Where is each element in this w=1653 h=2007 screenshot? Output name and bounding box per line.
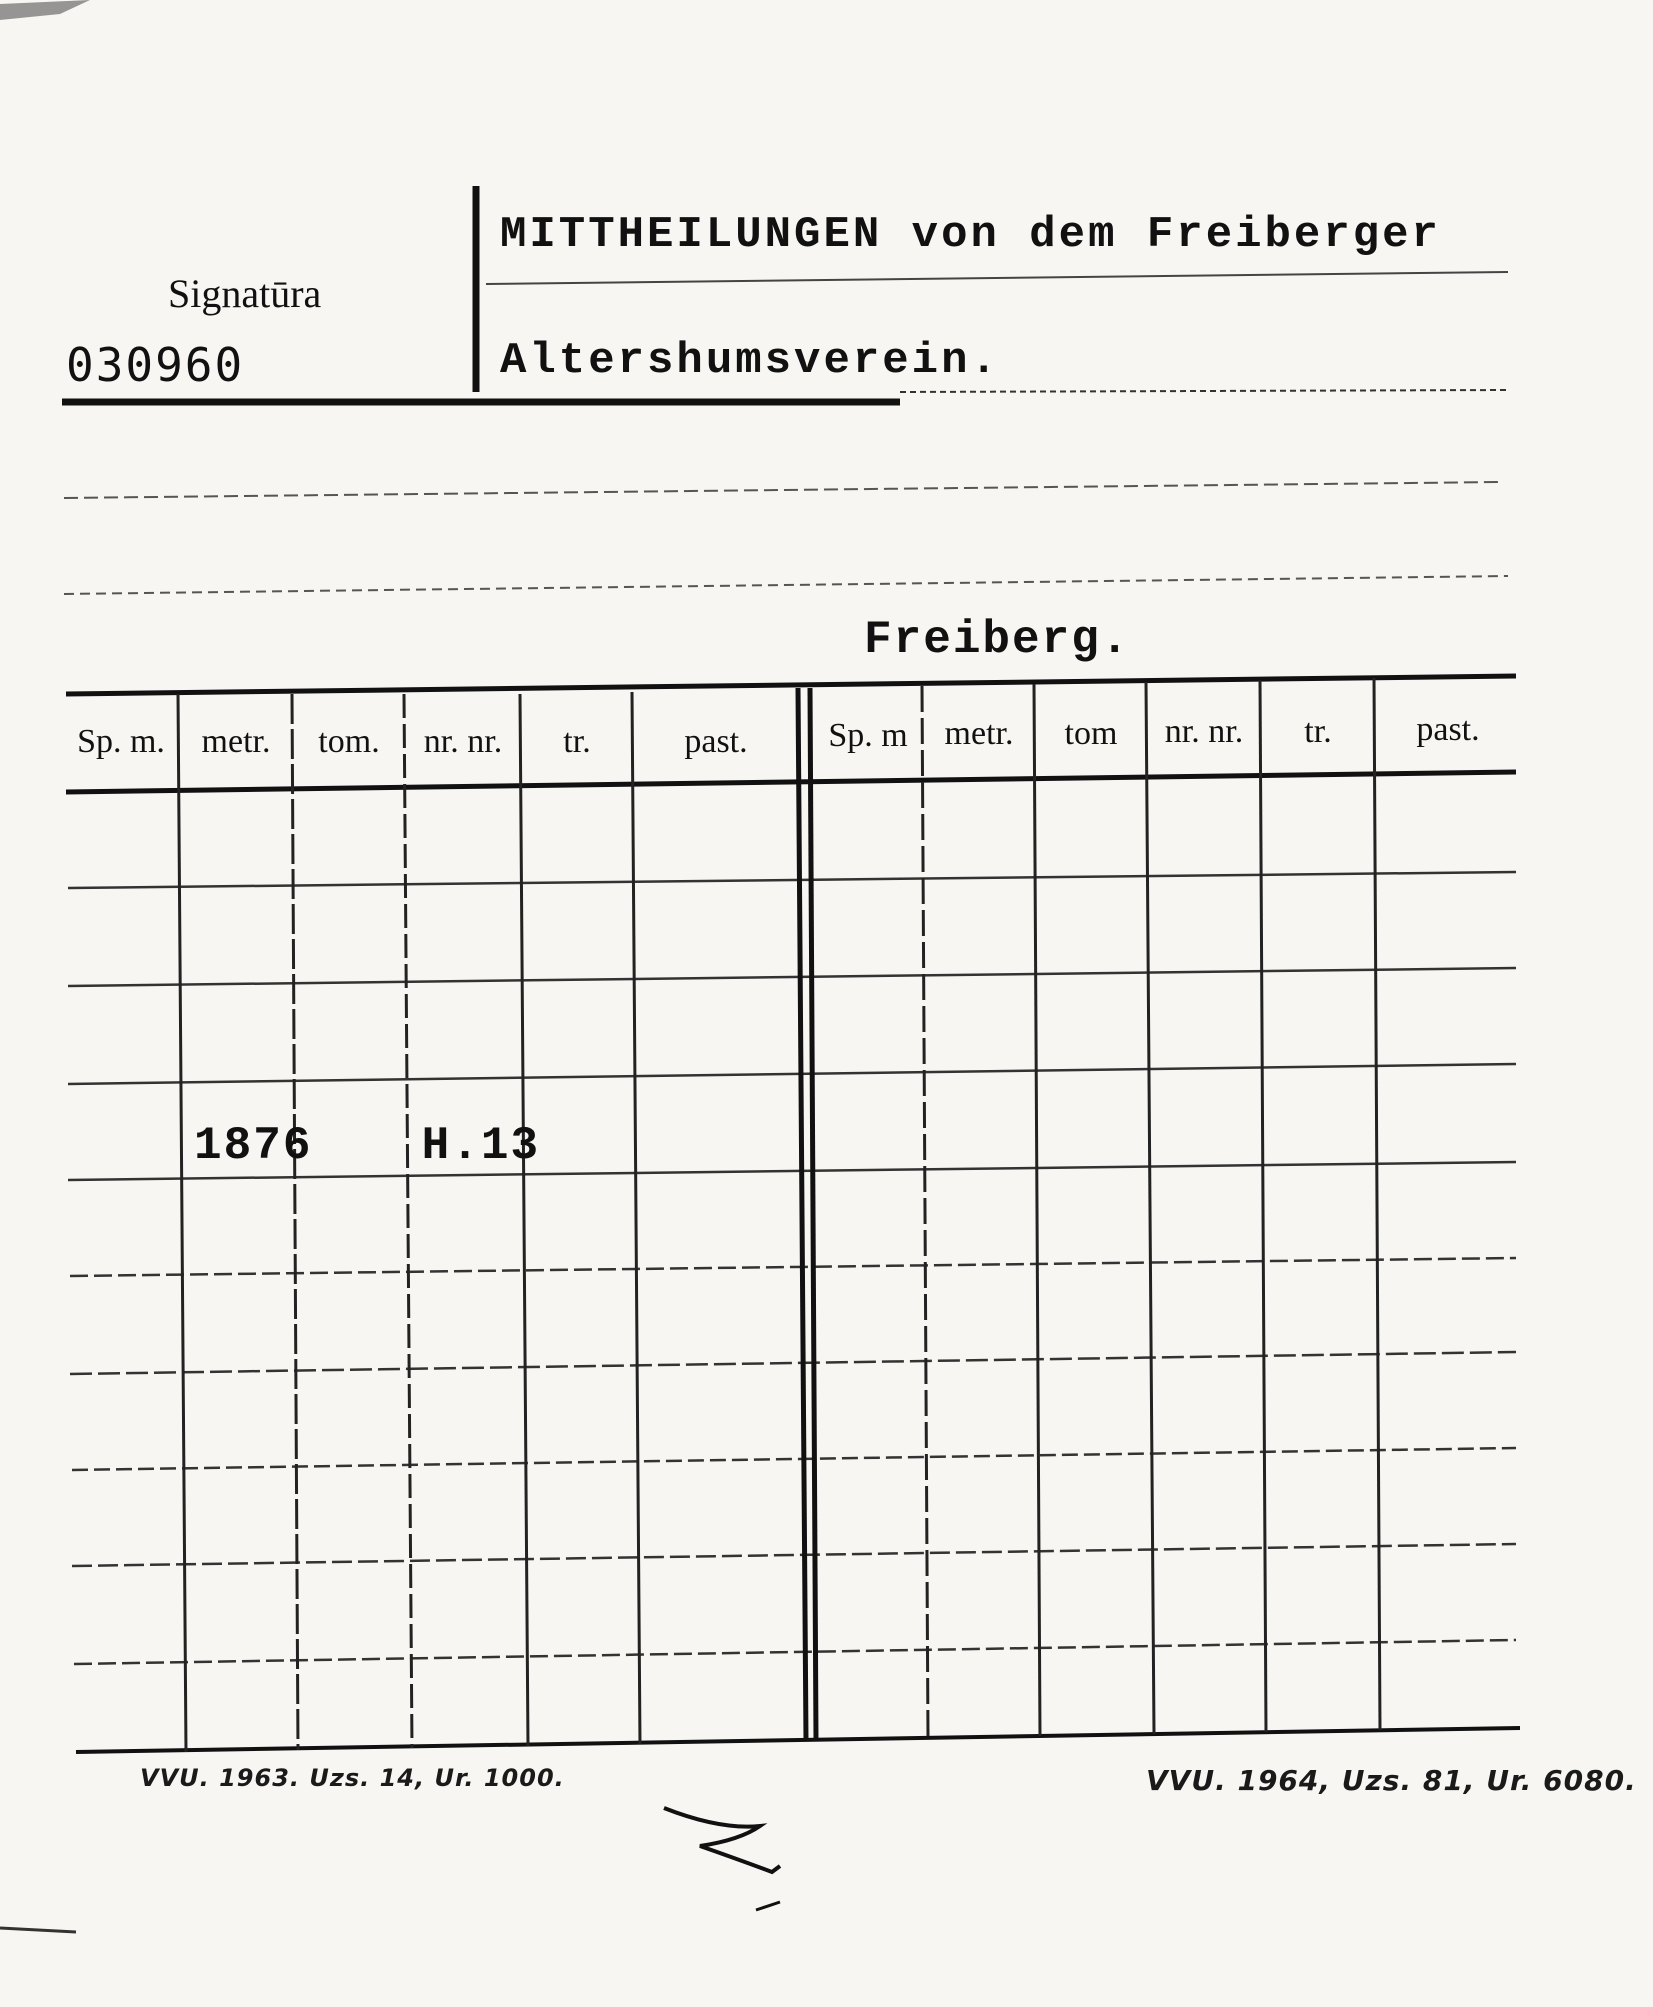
header-left-tr: tr. bbox=[563, 723, 591, 760]
header-right-tom: tom bbox=[1064, 715, 1118, 752]
entry-tom: H.13 bbox=[421, 1120, 541, 1172]
header-right-sp-m: Sp. m bbox=[828, 717, 908, 754]
header-left-past: past. bbox=[684, 723, 748, 760]
title-line-2: Altershumsverein. bbox=[500, 336, 1000, 386]
signatura-value: 030960 bbox=[66, 338, 245, 392]
header-right-metr: metr. bbox=[944, 715, 1014, 752]
annotation-right: VVU. 1964, Uzs. 81, Ur. 6080. bbox=[1146, 1764, 1637, 1797]
signatura-label: Signatūra bbox=[168, 271, 322, 316]
title-line-1: MITTHEILUNGEN von dem Freiberger bbox=[500, 210, 1441, 260]
header-left-nr-nr: nr. nr. bbox=[423, 723, 503, 760]
header-right-past: past. bbox=[1416, 711, 1480, 748]
header-right-tr: tr. bbox=[1304, 713, 1332, 750]
entry-metr: 1876 bbox=[194, 1120, 313, 1172]
table-row bbox=[194, 1120, 540, 1172]
header-left-metr: metr. bbox=[201, 723, 271, 760]
section-heading: Freiberg. bbox=[864, 614, 1131, 666]
header-right-nr-nr: nr. nr. bbox=[1164, 713, 1244, 750]
header-left-sp-m: Sp. m. bbox=[77, 723, 165, 760]
annotation-left: VVU. 1963. Uzs. 14, Ur. 1000. bbox=[140, 1764, 565, 1792]
header-left-tom: tom. bbox=[318, 723, 380, 760]
